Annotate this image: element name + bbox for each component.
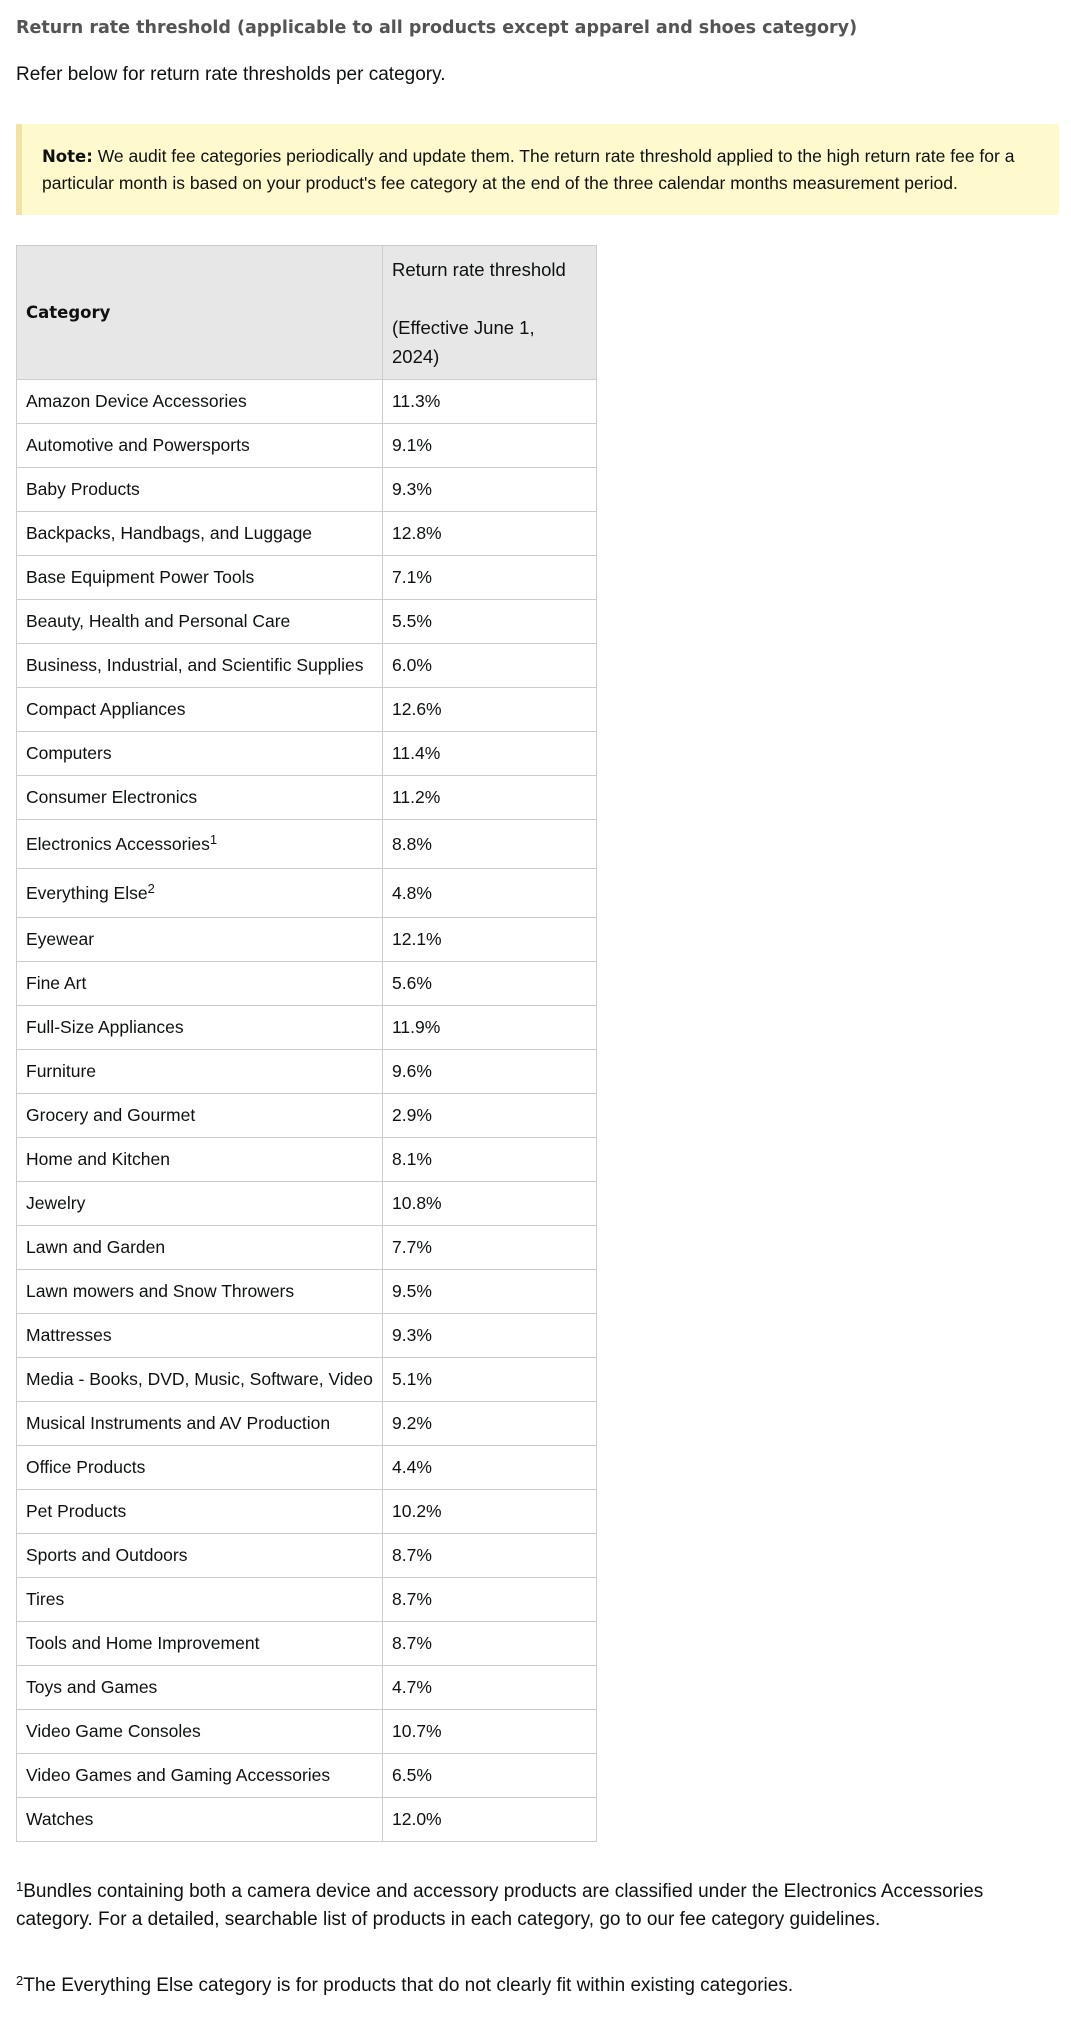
category-name: Baby Products [26,479,140,499]
table-row [17,962,597,1006]
table-row [17,820,597,869]
threshold-cell: 7.1% [383,556,597,600]
category-cell [17,1138,383,1182]
footnote-1-end: . [875,1909,881,1930]
table-row [17,1666,597,1710]
table-row [17,1358,597,1402]
table-row [17,512,597,556]
footnote-2 [16,1972,1055,2000]
category-name: Beauty, Health and Personal Care [26,611,291,631]
threshold-cell: 5.5% [383,600,597,644]
category-name: Media - Books, DVD, Music, Software, Video [26,1369,373,1389]
category-cell [17,468,383,512]
category-name: Everything Else [26,882,148,903]
footnote-2-marker: 2 [16,1973,24,1988]
category-cell [17,1622,383,1666]
threshold-cell: 6.5% [383,1754,597,1798]
table-row [17,600,597,644]
threshold-cell: 11.2% [383,776,597,820]
threshold-cell: 11.3% [383,380,597,424]
category-name: Electronics Accessories [26,833,210,854]
category-name: Toys and Games [26,1677,158,1697]
threshold-cell: 12.6% [383,688,597,732]
section-title: Return rate threshold (applicable to all products except apparel and shoes category) [16,18,858,38]
table-row [17,732,597,776]
category-cell [17,962,383,1006]
table-row [17,918,597,962]
category-name: Consumer Electronics [26,787,198,807]
table-row [17,1578,597,1622]
threshold-cell: 9.3% [383,1314,597,1358]
table-row [17,1050,597,1094]
threshold-cell: 9.5% [383,1270,597,1314]
category-name: Lawn mowers and Snow Throwers [26,1281,295,1301]
table-row [17,1446,597,1490]
threshold-cell: 11.9% [383,1006,597,1050]
threshold-cell: 8.7% [383,1578,597,1622]
category-name: Backpacks, Handbags, and Luggage [26,523,313,543]
category-cell [17,1006,383,1050]
table-row [17,1490,597,1534]
threshold-cell: 12.0% [383,1798,597,1842]
category-name: Watches [26,1809,94,1829]
threshold-cell: 12.1% [383,918,597,962]
table-header-row [17,246,597,380]
category-name: Video Game Consoles [26,1721,201,1741]
category-cell [17,1270,383,1314]
table-row [17,688,597,732]
category-name: Jewelry [26,1193,86,1213]
table-row [17,1710,597,1754]
category-name: Mattresses [26,1325,112,1345]
footnotes [16,1878,1055,2000]
threshold-cell: 4.8% [383,869,597,918]
category-cell [17,820,383,869]
table-row [17,380,597,424]
category-cell [17,644,383,688]
header-threshold [383,246,597,380]
footnote-2-text: The Everything Else category is for products that do not clearly fit within existing categories. [23,1975,794,1996]
category-cell [17,512,383,556]
threshold-cell: 4.7% [383,1666,597,1710]
threshold-cell: 5.1% [383,1358,597,1402]
category-cell [17,424,383,468]
threshold-cell: 2.9% [383,1094,597,1138]
category-name: Base Equipment Power Tools [26,567,255,587]
category-name: Full-Size Appliances [26,1017,184,1037]
footnote-marker: 1 [209,831,218,847]
table-row [17,1138,597,1182]
threshold-cell: 8.7% [383,1622,597,1666]
table-row [17,468,597,512]
category-name: Tools and Home Improvement [26,1633,260,1653]
category-cell [17,732,383,776]
category-cell [17,1050,383,1094]
table-row [17,1798,597,1842]
category-name: Lawn and Garden [26,1237,166,1257]
category-cell [17,1402,383,1446]
category-name: Tires [26,1589,65,1609]
category-cell [17,1446,383,1490]
category-cell [17,1226,383,1270]
note-text: We audit fee categories periodically and update them. The return rate threshold applied to the high return rate fee for a particular month is based on your product's fee category at the end of the three calendar months measurement period. [42,146,1015,193]
threshold-cell: 10.2% [383,1490,597,1534]
threshold-cell: 4.4% [383,1446,597,1490]
table-row [17,776,597,820]
threshold-cell: 7.7% [383,1226,597,1270]
intro-text: Refer below for return rate thresholds per category. [16,64,446,85]
threshold-cell: 9.6% [383,1050,597,1094]
category-cell [17,1182,383,1226]
category-name: Furniture [26,1061,97,1081]
table-row [17,1094,597,1138]
threshold-cell: 8.1% [383,1138,597,1182]
category-cell [17,556,383,600]
category-cell [17,918,383,962]
table-row [17,424,597,468]
footnote-1-marker: 1 [16,1879,24,1894]
category-name: Compact Appliances [26,699,186,719]
footnote-1 [16,1878,1055,1934]
table-row [17,644,597,688]
category-cell [17,1094,383,1138]
table-row [17,1754,597,1798]
table-row [17,1622,597,1666]
category-cell [17,1578,383,1622]
category-name: Home and Kitchen [26,1149,170,1169]
category-cell [17,1666,383,1710]
category-name: Amazon Device Accessories [26,391,247,411]
header-threshold-title: Return rate threshold [392,258,566,280]
threshold-cell: 6.0% [383,644,597,688]
category-name: Fine Art [26,973,87,993]
threshold-cell: 12.8% [383,512,597,556]
table-row [17,1270,597,1314]
category-name: Pet Products [26,1501,127,1521]
category-name: Sports and Outdoors [26,1545,188,1565]
table-row [17,869,597,918]
category-cell [17,1358,383,1402]
category-name: Video Games and Gaming Accessories [26,1765,331,1785]
category-name: Computers [26,743,112,763]
threshold-cell: 5.6% [383,962,597,1006]
table-row [17,1402,597,1446]
table-row [17,1314,597,1358]
category-cell [17,1314,383,1358]
category-cell [17,1534,383,1578]
category-cell [17,1490,383,1534]
footnote-marker: 2 [147,880,155,896]
table-row [17,1006,597,1050]
table-row [17,1182,597,1226]
table-row [17,556,597,600]
category-name: Office Products [26,1457,146,1477]
threshold-cell: 10.8% [383,1182,597,1226]
category-cell [17,688,383,732]
table-body [17,380,597,1842]
note-label: Note: [42,147,93,166]
threshold-cell: 8.7% [383,1534,597,1578]
threshold-cell: 10.7% [383,1710,597,1754]
category-name: Business, Industrial, and Scientific Supplies [26,655,364,675]
category-name: Eyewear [26,929,95,949]
fee-category-guidelines-link[interactable]: fee category guidelines [679,1909,876,1930]
category-cell [17,869,383,918]
category-cell [17,1798,383,1842]
footnote-1-text: Bundles containing both a camera device and accessory products are classified under the Electronics Accessories category. For a detailed, searchable list of products in each category, go to our [16,1881,984,1930]
threshold-cell: 11.4% [383,732,597,776]
category-name: Grocery and Gourmet [26,1105,196,1125]
note-box [16,124,1059,215]
category-name: Musical Instruments and AV Production [26,1413,331,1433]
header-threshold-effective-date: (Effective June 1, 2024) [392,316,535,367]
category-name: Automotive and Powersports [26,435,250,455]
table-row [17,1534,597,1578]
table-row [17,1226,597,1270]
category-cell [17,380,383,424]
header-category: Category [17,246,383,380]
category-cell [17,776,383,820]
threshold-cell: 9.2% [383,1402,597,1446]
threshold-table [16,245,597,1842]
threshold-cell: 9.3% [383,468,597,512]
category-cell [17,1710,383,1754]
category-cell [17,600,383,644]
threshold-cell: 9.1% [383,424,597,468]
category-cell [17,1754,383,1798]
threshold-cell: 8.8% [383,820,597,869]
